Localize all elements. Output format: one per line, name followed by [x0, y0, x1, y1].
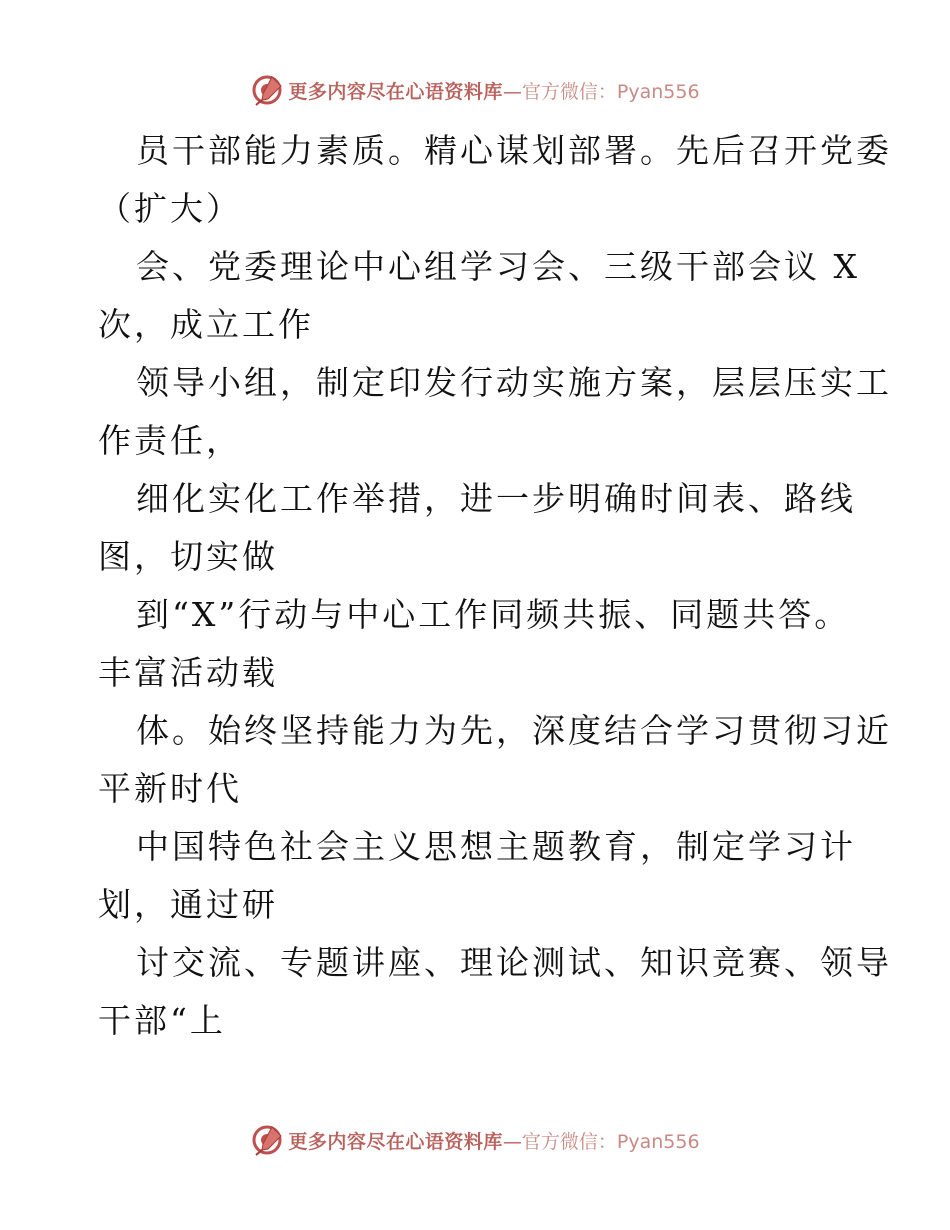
text-line: 会、党委理论中心组学习会、三级干部会议 X [136, 247, 860, 286]
header-watermark [0, 70, 950, 110]
text-line: 体。始终坚持能力为先，深度结合学习贯彻习近 [136, 711, 892, 750]
watermark-wechat-text: 官方微信：Pyan556 [521, 1130, 700, 1153]
text-line: 干部“上 [98, 1001, 226, 1040]
footer-watermark [0, 1120, 950, 1160]
watermark-separator: — [502, 80, 522, 103]
text-line: 细化实化工作举措，进一步明确时间表、路线 [136, 479, 856, 518]
text-line: 次，成立工作 [98, 305, 314, 344]
pen-logo-icon [250, 1123, 284, 1157]
text-line: 作责任， [98, 421, 242, 460]
watermark-site-text: 更多内容尽在心语资料库 [288, 80, 503, 103]
text-line: 中国特色社会主义思想主题教育，制定学习计 [136, 827, 856, 866]
pen-logo-icon [250, 73, 284, 107]
text-line: （扩大） [98, 189, 242, 228]
watermark-site-text: 更多内容尽在心语资料库 [288, 1130, 503, 1153]
text-line: 讨交流、专题讲座、理论测试、知识竞赛、领导 [136, 943, 892, 982]
text-line: 平新时代 [98, 769, 242, 808]
watermark-wechat-text: 官方微信：Pyan556 [521, 80, 700, 103]
text-line: 员干部能力素质。精心谋划部署。先后召开党委 [136, 131, 892, 170]
text-line: 丰富活动载 [98, 653, 278, 692]
text-line: 领导小组，制定印发行动实施方案，层层压实工 [136, 363, 892, 402]
text-line: 划，通过研 [98, 885, 278, 924]
document-body [98, 122, 892, 1050]
text-line: 到“X”行动与中心工作同频共振、同题共答。 [136, 595, 851, 634]
watermark-separator: — [502, 1130, 522, 1153]
text-line: 图，切实做 [98, 537, 278, 576]
